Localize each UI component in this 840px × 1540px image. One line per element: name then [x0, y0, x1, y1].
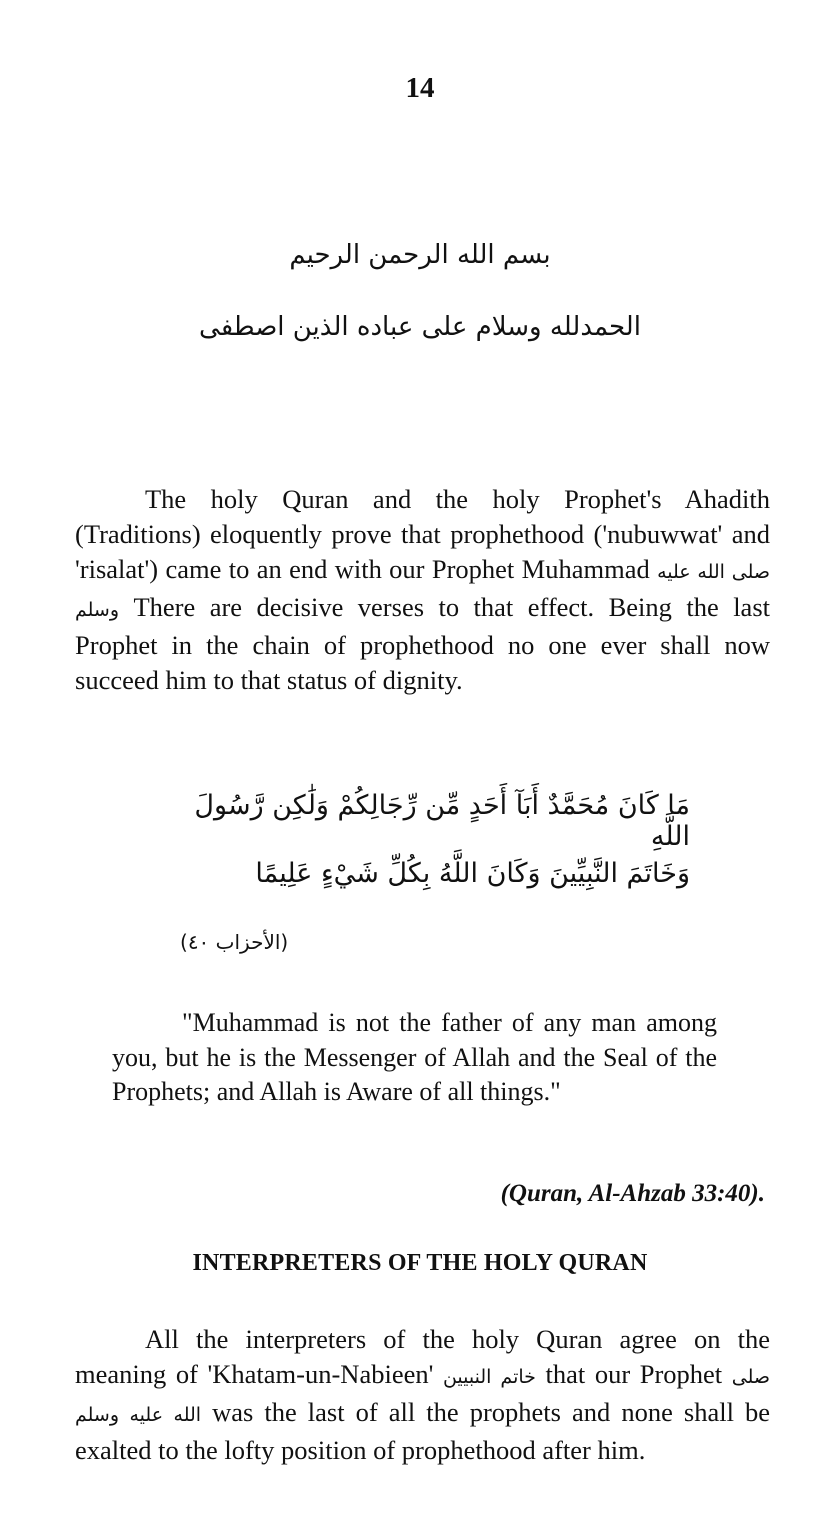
- quran-verse-line-2: وَخَاتَمَ النَّبِيِّينَ وَكَانَ اللَّهُ بِكُلِّ شَيْءٍ عَلِيمًا: [255, 858, 690, 889]
- hamd-line: الحمدلله وسلام على عباده الذين اصطفى: [199, 312, 641, 342]
- verse-translation: "Muhammad is not the father of any man among you, but he is the Messenger of Allah and the Seal of the Prophets; and Allah is Aware of all things.": [112, 1008, 717, 1106]
- section-heading: INTERPRETERS OF THE HOLY QURAN: [192, 1250, 648, 1276]
- verse-citation: (Quran, Al-Ahzab 33:40).: [500, 1180, 765, 1207]
- intro-text-part1: The holy Quran and the holy Prophet's Ahadith (Traditions) eloquently prove that prophethood ('nubuwwat' and 'risalat') came to an end with our Prophet Muhammad: [75, 484, 770, 584]
- interpreters-text-part3: was the last of all the prophets and none shall be exalted to the lofty position of prophethood after him.: [75, 1397, 771, 1465]
- interpreters-text-part1: All the interpreters of the holy Quran agree on the meaning of 'Khatam-un-Nabieen': [75, 1324, 770, 1389]
- quran-verse-line-1: مَا كَانَ مُحَمَّدٌ أَبَآ أَحَدٍ مِّن رِّجَالِكُمْ وَلَٰكِن رَّسُولَ اللَّهِ: [194, 790, 690, 852]
- verse-reference: (الأحزاب ٤٠): [180, 930, 289, 954]
- page-number: 14: [405, 72, 435, 104]
- bismillah: بسم الله الرحمن الرحيم: [289, 240, 551, 270]
- honorific-arabic: صلى الله عليه وسلم: [75, 561, 770, 621]
- khatam-arabic-term: خاتم النبيين: [442, 1366, 536, 1388]
- intro-paragraph: [75, 482, 770, 698]
- interpreters-text-part2: that our Prophet: [545, 1359, 723, 1389]
- interpreters-paragraph: [75, 1322, 770, 1468]
- honorific-arabic-2: صلى الله عليه وسلم: [75, 1366, 771, 1426]
- intro-text-part2: There are decisive verses to that effect. Being the last Prophet in the chain of prophethood no one ever shall now succeed him to that status of dignity.: [75, 592, 770, 695]
